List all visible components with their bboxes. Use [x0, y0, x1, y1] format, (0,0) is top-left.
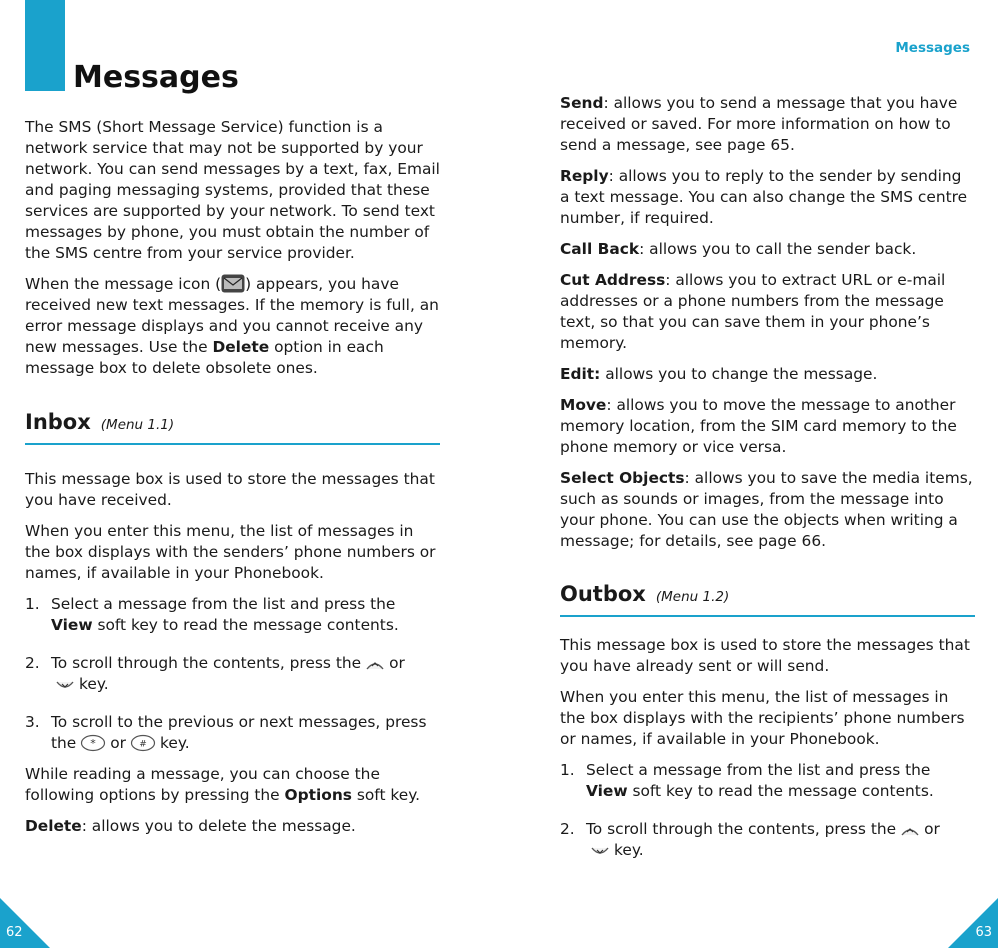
- list-item: 3. To scroll to the previous or next messages, press the * or # key.: [25, 713, 427, 752]
- svg-text:#: #: [139, 739, 147, 750]
- edit-option: Edit: allows you to change the message.: [560, 365, 878, 383]
- list-item: 2. To scroll through the contents, press the or key.: [25, 654, 405, 693]
- left-page-content: [25, 117, 440, 847]
- inbox-steps: [25, 594, 440, 754]
- list-item: 2. To scroll through the contents, press the or key.: [560, 820, 940, 859]
- inbox-list-description: When you enter this menu, the list of messages in the box displays with the senders’ phone numbers or names, if available in your Phonebook.: [25, 522, 436, 582]
- hash-key-icon: [130, 734, 156, 752]
- up-key-icon: [365, 658, 385, 672]
- call-back-option: Call Back: allows you to call the sender back.: [560, 240, 917, 258]
- list-item: 1. Select a message from the list and press the View soft key to read the message contents.: [25, 595, 399, 634]
- message-icon-paragraph: When the message icon ( ) appears, you have received new text messages. If the memory is full, an error message displays and you cannot receive any new messages. Use the Delete option in each message box to delete obsolete ones.: [25, 275, 439, 377]
- move-option: Move: allows you to move the message to another memory location, from the SIM card memory to the phone memory or vice versa.: [560, 396, 957, 456]
- outbox-steps: [560, 760, 975, 861]
- send-option: Send: allows you to send a message that you have received or saved. For more information on how to send a message, see page 65.: [560, 94, 958, 154]
- title-accent-bar: [25, 0, 65, 91]
- outbox-description: This message box is used to store the messages that you have already sent or will send.: [560, 636, 970, 675]
- right-page-content: [560, 93, 975, 878]
- select-objects-option: Select Objects: allows you to save the media items, such as sounds or images, from the message into your phone. You can use the objects when writing a message; for details, see page 66.: [560, 469, 973, 550]
- down-key-icon: [55, 679, 75, 693]
- inbox-description: This message box is used to store the messages that you have received.: [25, 470, 435, 509]
- options-paragraph: While reading a message, you can choose the following options by pressing the Options soft key.: [25, 765, 421, 804]
- running-head: Messages: [895, 40, 970, 56]
- page-number-right: 63: [975, 925, 992, 940]
- star-key-icon: [80, 734, 106, 752]
- reply-option: Reply: allows you to reply to the sender by sending a text message. You can also change the SMS centre number, if required.: [560, 167, 968, 227]
- page-number-tab-right: [948, 898, 998, 948]
- list-item: 1. Select a message from the list and press the View soft key to read the message contents.: [560, 761, 934, 800]
- cut-address-option: Cut Address: allows you to extract URL or e-mail addresses or a phone numbers from the message text, so that you can save them in your phone’s memory.: [560, 271, 946, 352]
- page-number-tab-left: [0, 898, 50, 948]
- up-key-icon: [900, 824, 920, 838]
- svg-text:*: *: [90, 737, 97, 750]
- down-key-icon: [590, 845, 610, 859]
- outbox-heading: Outbox (Menu 1.2): [560, 584, 975, 617]
- page-title: Messages: [73, 60, 239, 95]
- intro-paragraph: The SMS (Short Message Service) function is a network service that may not be supported by your network. You can send messages by a text, fax, Email and paging messaging systems, provided that these services are supported by your network. To send text messages by phone, you must obtain the number of the SMS centre from your service provider.: [25, 118, 440, 262]
- delete-option: Delete: allows you to delete the message.: [25, 817, 356, 835]
- message-envelope-icon: [221, 274, 245, 293]
- outbox-list-description: When you enter this menu, the list of messages in the box displays with the recipients’ phone numbers or names, if available in your Phonebook.: [560, 688, 965, 748]
- inbox-heading: Inbox (Menu 1.1): [25, 412, 440, 445]
- page-number-left: 62: [6, 925, 23, 940]
